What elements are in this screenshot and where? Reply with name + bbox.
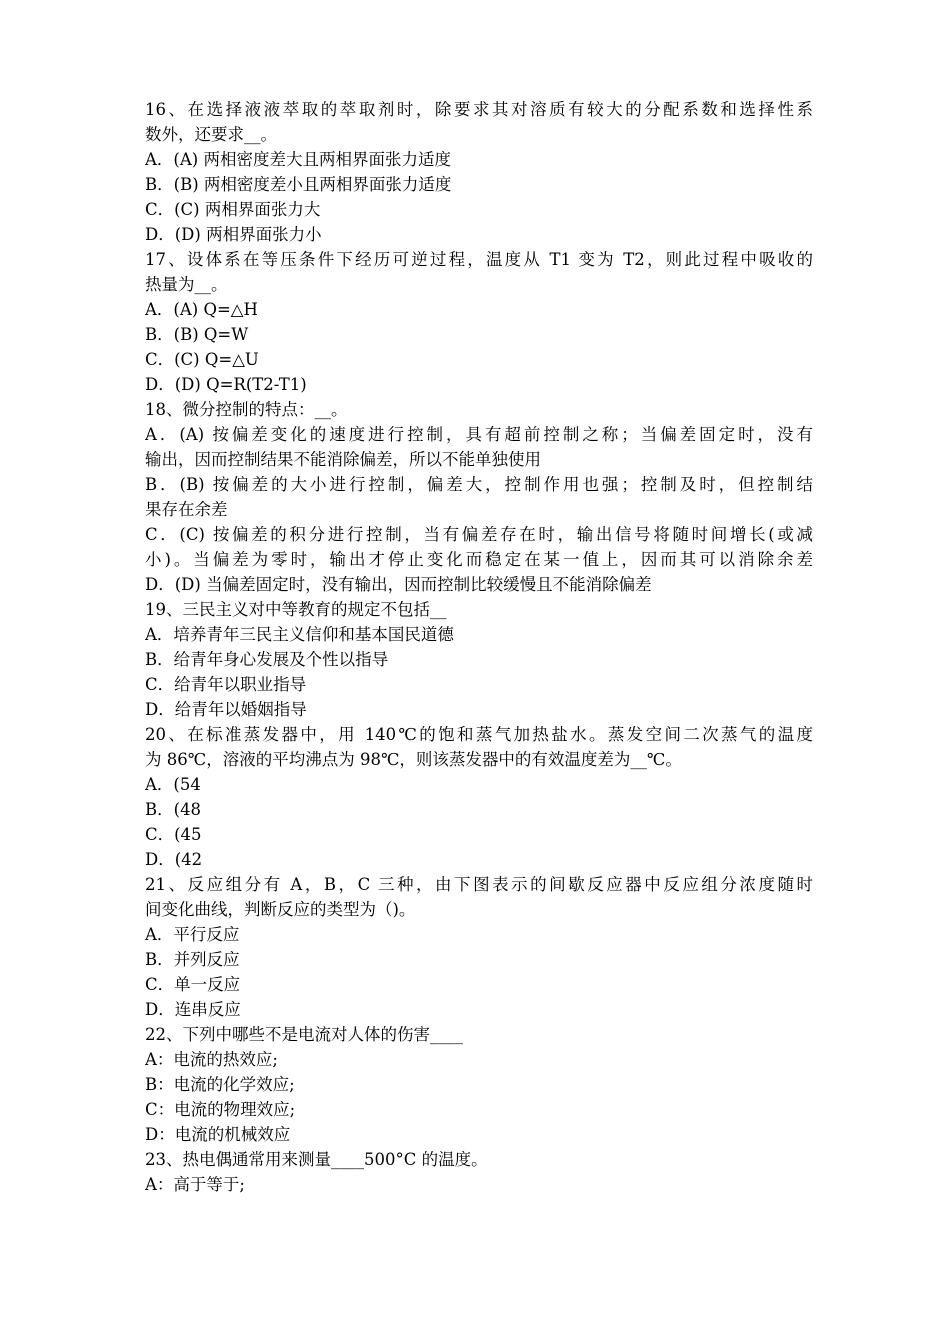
text-line: 小)。当偏差为零时，输出才停止变化而稳定在某一值上，因而其可以消除余差 <box>145 550 813 569</box>
text-line: D．连串反应 <box>145 1000 241 1019</box>
text-line: 热量为__。 <box>145 275 228 294</box>
text-line: C．(45 <box>145 825 202 844</box>
text-line: 输出，因而控制结果不能消除偏差，所以不能单独使用 <box>145 450 541 469</box>
text-line: 16、在选择液液萃取的萃取剂时，除要求其对溶质有较大的分配系数和选择性系 <box>145 100 813 119</box>
text-line: C．单一反应 <box>145 975 241 994</box>
text-line: 19、三民主义对中等教育的规定不包括__ <box>145 600 447 619</box>
text-line: B．(48 <box>145 800 202 819</box>
text-line: 22、下列中哪些不是电流对人体的伤害____ <box>145 1025 463 1044</box>
text-line: 17、设体系在等压条件下经历可逆过程，温度从 T1 变为 T2，则此过程中吸收的 <box>145 250 813 269</box>
text-line: 18、微分控制的特点：__。 <box>145 400 348 419</box>
text-line: C．(C) 两相界面张力大 <box>145 200 321 219</box>
text-line: B．(B) 两相密度差小且两相界面张力适度 <box>145 175 452 194</box>
text-line: B．给青年身心发展及个性以指导 <box>145 650 389 669</box>
text-line: 20、在标准蒸发器中，用 140℃的饱和蒸气加热盐水。蒸发空间二次蒸气的温度 <box>145 725 813 744</box>
text-line: B．(B) Q=W <box>145 325 249 344</box>
text-line: C．给青年以职业指导 <box>145 675 307 694</box>
text-line: A．(A) 按偏差变化的速度进行控制，具有超前控制之称；当偏差固定时，没有 <box>145 425 813 444</box>
text-line: D．(D) Q=R(T2-T1) <box>145 375 307 394</box>
text-line: D．(42 <box>145 850 203 869</box>
text-line: B．并列反应 <box>145 950 240 969</box>
text-line: D．(D) 当偏差固定时，没有输出，因而控制比较缓慢且不能消除偏差 <box>145 575 652 594</box>
text-line: D：电流的机械效应 <box>145 1125 291 1144</box>
text-line: 23、热电偶通常用来测量____500°C 的温度。 <box>145 1150 488 1169</box>
text-line: D．给青年以婚姻指导 <box>145 700 307 719</box>
text-line: C．(C) Q=△U <box>145 350 259 369</box>
text-line: B：电流的化学效应; <box>145 1075 295 1094</box>
text-line: 21、反应组分有 A，B，C 三种，由下图表示的间歇反应器中反应组分浓度随时 <box>145 875 813 894</box>
text-line: A．(54 <box>145 775 201 794</box>
text-line: A．(A) Q=△H <box>145 300 258 319</box>
text-line: 为 86℃，溶液的平均沸点为 98℃，则该蒸发器中的有效温度差为__℃。 <box>145 750 682 769</box>
text-line: A：高于等于; <box>145 1175 245 1194</box>
document-page <box>145 97 813 1197</box>
text-line: B．(B) 按偏差的大小进行控制，偏差大，控制作用也强；控制及时，但控制结 <box>145 475 813 494</box>
text-line: 果存在余差 <box>145 500 228 519</box>
text-line: C：电流的物理效应; <box>145 1100 296 1119</box>
text-line: 间变化曲线，判断反应的类型为（)。 <box>145 900 416 919</box>
text-line: D．(D) 两相界面张力小 <box>145 225 322 244</box>
text-line: 数外，还要求__。 <box>145 125 277 144</box>
text-line: C．(C) 按偏差的积分进行控制，当有偏差存在时，输出信号将随时间增长(或减 <box>145 525 813 544</box>
text-line: A．培养青年三民主义信仰和基本国民道德 <box>145 625 454 644</box>
text-line: A．(A) 两相密度差大且两相界面张力适度 <box>145 150 451 169</box>
text-line: A：电流的热效应; <box>145 1050 278 1069</box>
text-line: A．平行反应 <box>145 925 240 944</box>
